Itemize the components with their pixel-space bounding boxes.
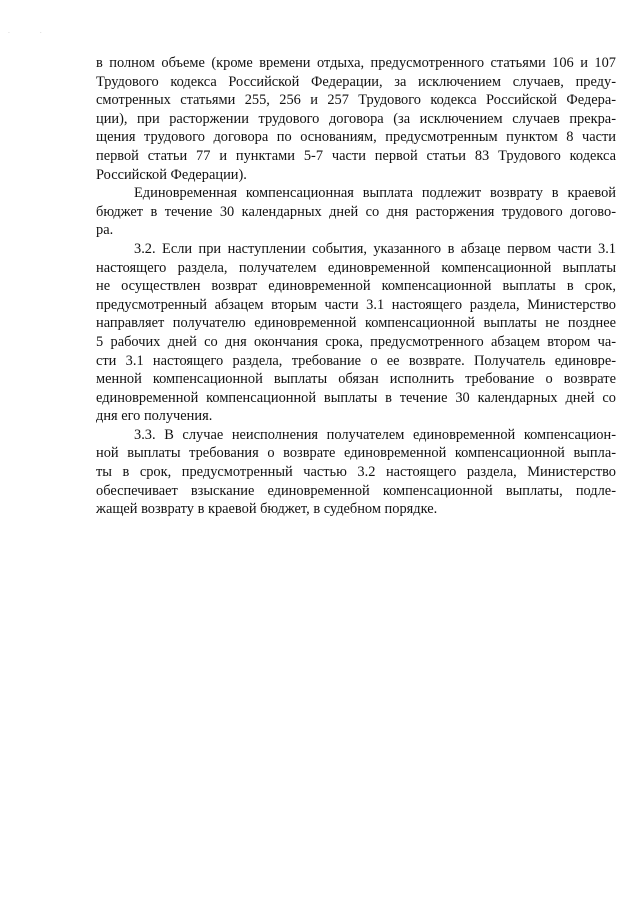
paragraph-p2	[96, 184, 616, 240]
text-line: первой статьи 77 и пунктами 5-7 части первой статьи 83 Трудового кодекса	[96, 147, 616, 164]
text-line: ты в срок, предусмотренный частью 3.2 настоящего раздела, Министерство	[96, 464, 616, 481]
text-line: щения трудового договора по основаниям, предусмотренным пунктом 8 части	[96, 129, 616, 146]
text-line: настоящего раздела, получателем единовременной компенсационной выплаты	[96, 259, 616, 276]
text-line: 3.3. В случае неисполнения получателем единовременной компенсацион-	[134, 426, 616, 443]
text-line: Российской Федерации).	[96, 166, 247, 183]
text-line: ной выплаты требования о возврате единовременной компенсационной выпла-	[96, 445, 616, 462]
text-line: не осуществлен возврат единовременной компенсационной выплаты в срок,	[96, 278, 616, 295]
text-line: единовременной компенсационной выплаты в течение 30 календарных дней со	[96, 389, 616, 406]
text-line: ра.	[96, 222, 114, 239]
scan-specks: · ·	[8, 30, 56, 37]
text-line: дня его получения.	[96, 408, 213, 425]
text-line: сти 3.1 настоящего раздела, требование о ее возврате. Получатель единовре-	[96, 352, 616, 369]
text-line: менной компенсационной выплаты обязан исполнить требование о возврате	[96, 371, 616, 388]
text-line: жащей возврату в краевой бюджет, в судебном порядке.	[96, 501, 438, 518]
text-line: 3.2. Если при наступлении события, указанного в абзаце первом части 3.1	[134, 240, 616, 257]
paragraph-p1	[96, 54, 616, 184]
text-line: Трудового кодекса Российской Федерации, за исключением случаев, преду-	[96, 73, 616, 90]
text-line: ции), при расторжении трудового договора (за исключением случаев прекра-	[96, 110, 616, 127]
text-line: направляет получателю единовременной компенсационной выплаты не позднее	[96, 315, 616, 332]
document-body	[96, 54, 616, 519]
text-line: Единовременная компенсационная выплата подлежит возврату в краевой	[134, 185, 616, 202]
text-line: смотренных статьями 255, 256 и 257 Трудового кодекса Российской Федера-	[96, 92, 616, 109]
text-line: бюджет в течение 30 календарных дней со дня расторжения трудового догово-	[96, 203, 616, 220]
paragraph-p4	[96, 426, 616, 519]
text-line: обеспечивает взыскание единовременной компенсационной выплаты, подле-	[96, 482, 616, 499]
text-line: 5 рабочих дней со дня окончания срока, предусмотренного абзацем втором ча-	[96, 333, 616, 350]
paragraph-p3	[96, 240, 616, 426]
text-line: в полном объеме (кроме времени отдыха, предусмотренного статьями 106 и 107	[96, 55, 616, 71]
text-line: предусмотренный абзацем вторым части 3.1 настоящего раздела, Министерство	[96, 296, 616, 313]
